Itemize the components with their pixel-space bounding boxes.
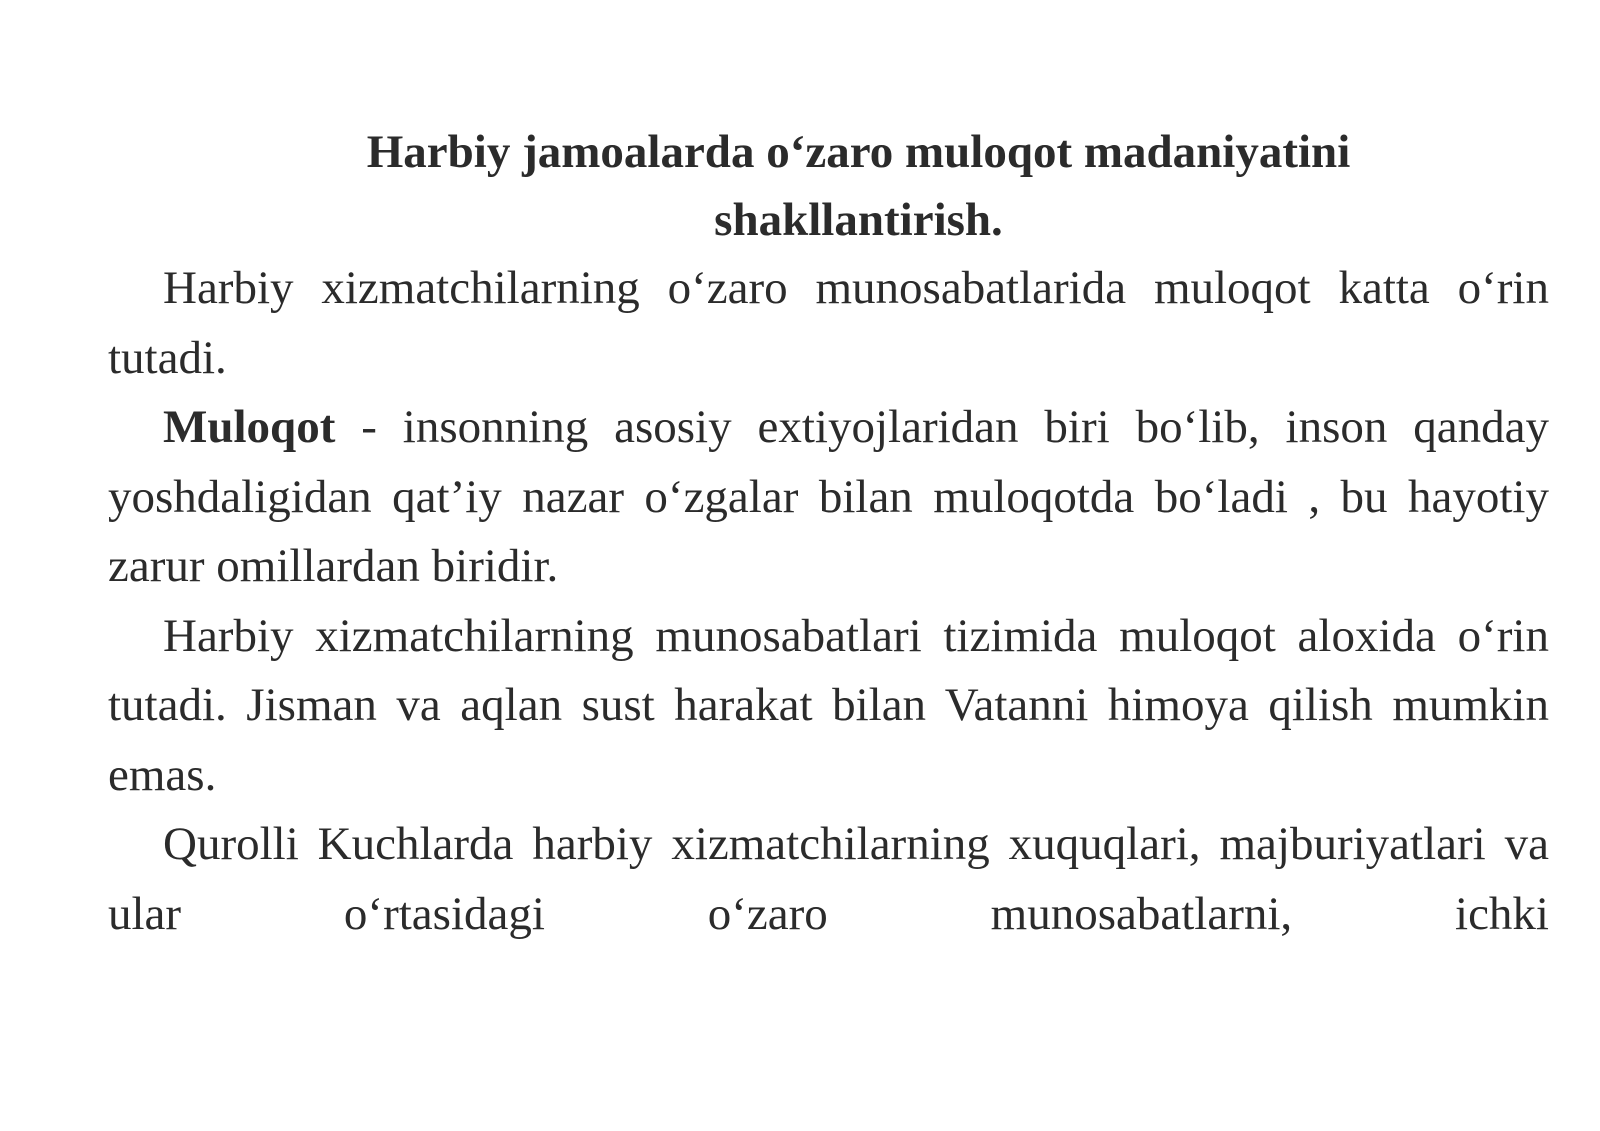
paragraph-2 (108, 393, 1549, 602)
document-title (108, 118, 1549, 254)
paragraph-3: Harbiy xizmatchilarning munosabatlari tizimida muloqot aloxida o‘rin tutadi. Jisman va aqlan sust harakat bilan Vatanni himoya qilish mumkin emas. (108, 609, 1549, 801)
title-line-1: Harbiy jamoalarda o‘zaro muloqot madaniyatini (366, 126, 1351, 178)
paragraph-2-term: Muloqot (163, 401, 336, 453)
paragraph-1: Harbiy xizmatchilarning o‘zaro munosabatlarida muloqot katta o‘rin tutadi. (108, 262, 1549, 384)
paragraph-2-text: - insonning asosiy extiyojlaridan biri bo‘lib, inson qanday yoshdaligidan qat’iy nazar o‘zgalar bilan muloqotda bo‘ladi , bu hayotiy zarur omillardan biridir. (108, 401, 1549, 592)
paragraph-4-clip (108, 810, 1549, 954)
title-line-2: shakllantirish. (714, 194, 1003, 246)
document-page (108, 118, 1549, 954)
paragraph-4 (108, 810, 1549, 954)
paragraph-4-text: Qurolli Kuchlarda harbiy xizmatchilarning xuquqlari, majburiyatlari va ular o‘rtasidagi o‘zaro munosabatlarni, ichki (108, 818, 1549, 940)
